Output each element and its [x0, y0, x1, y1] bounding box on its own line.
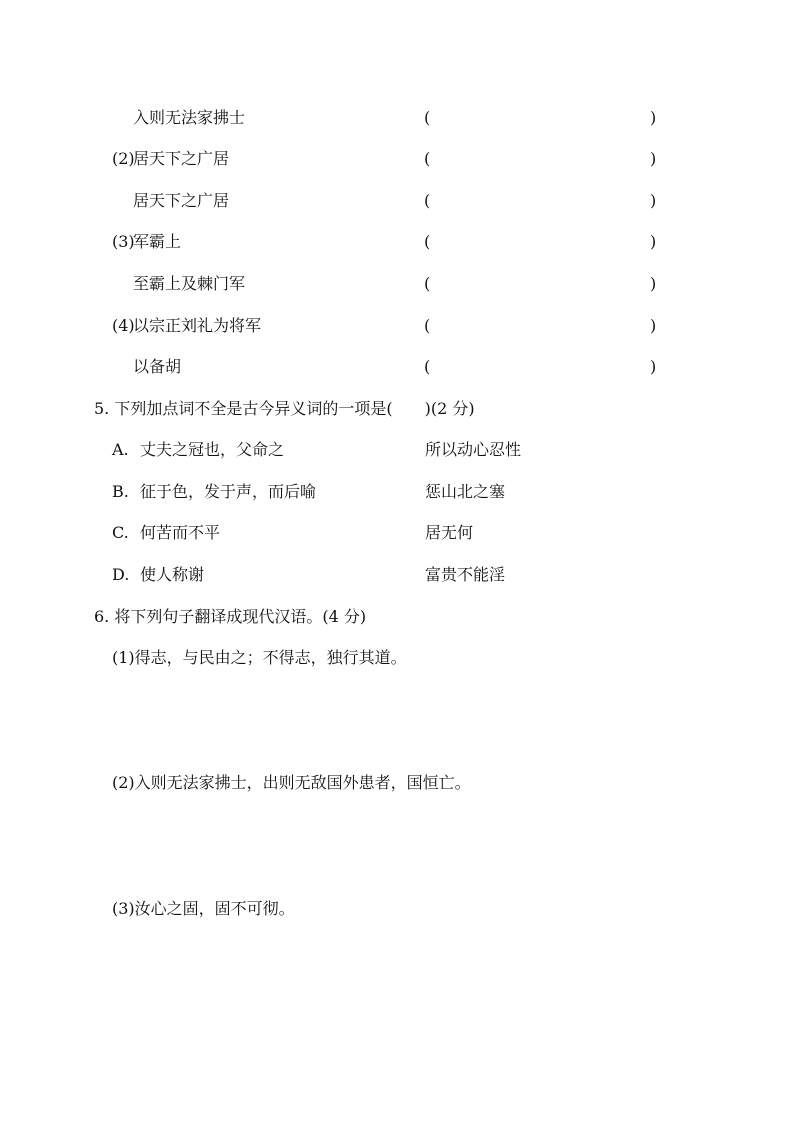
option-letter: C.: [112, 523, 129, 542]
item-label: (2): [112, 149, 135, 168]
item-label: (3): [112, 232, 135, 251]
q4-row: [0, 108, 794, 130]
question-stem: 5. 下列加点词不全是古今异义词的一项是( )(2 分): [94, 399, 475, 418]
answer-paren-open: (: [424, 191, 431, 210]
option-letter: B.: [112, 482, 129, 501]
translation-item: (1)得志，与民由之；不得志，独行其道。: [112, 648, 407, 667]
answer-paren-close: ): [650, 108, 657, 127]
q4-row: [0, 316, 794, 338]
option-letter: A.: [112, 440, 129, 459]
q4-row: [0, 357, 794, 379]
item-text: 居天下之广居: [133, 191, 230, 210]
translation-item: (3)汝心之固，固不可彻。: [112, 899, 295, 918]
q4-row: [0, 274, 794, 296]
answer-paren-close: ): [650, 149, 657, 168]
item-text: 军霸上: [133, 232, 182, 251]
option-letter: D.: [112, 565, 130, 584]
option-left-text: 何苦而不平: [140, 523, 221, 542]
answer-paren-close: ): [650, 232, 657, 251]
item-text: 以备胡: [133, 357, 182, 376]
option-right-text: 富贵不能淫: [425, 565, 506, 584]
item-text: 入则无法家拂士: [133, 108, 246, 127]
translation-item: (2)入则无法家拂士，出则无敌国外患者，国恒亡。: [112, 773, 471, 792]
option-left-text: 征于色，发于声，而后喻: [140, 482, 317, 501]
question-stem: 6. 将下列句子翻译成现代汉语。(4 分): [94, 607, 367, 626]
option-right-text: 惩山北之塞: [425, 482, 506, 501]
answer-paren-close: ): [650, 191, 657, 210]
q4-row: [0, 149, 794, 171]
item-text: 居天下之广居: [133, 149, 230, 168]
answer-paren-close: ): [650, 357, 657, 376]
answer-paren-open: (: [424, 108, 431, 127]
item-label: (4): [112, 316, 135, 335]
item-text: 至霸上及棘门军: [133, 274, 246, 293]
answer-paren-close: ): [650, 274, 657, 293]
answer-paren-open: (: [424, 316, 431, 335]
q4-row: [0, 232, 794, 254]
item-text: 以宗正刘礼为将军: [133, 316, 262, 335]
answer-paren-open: (: [424, 357, 431, 376]
answer-paren-close: ): [650, 316, 657, 335]
option-right-text: 所以动心忍性: [425, 440, 522, 459]
q4-row: [0, 191, 794, 213]
option-left-text: 丈夫之冠也，父命之: [140, 440, 285, 459]
answer-paren-open: (: [424, 232, 431, 251]
answer-paren-open: (: [424, 149, 431, 168]
option-left-text: 使人称谢: [140, 565, 205, 584]
answer-paren-open: (: [424, 274, 431, 293]
option-right-text: 居无何: [425, 523, 474, 542]
